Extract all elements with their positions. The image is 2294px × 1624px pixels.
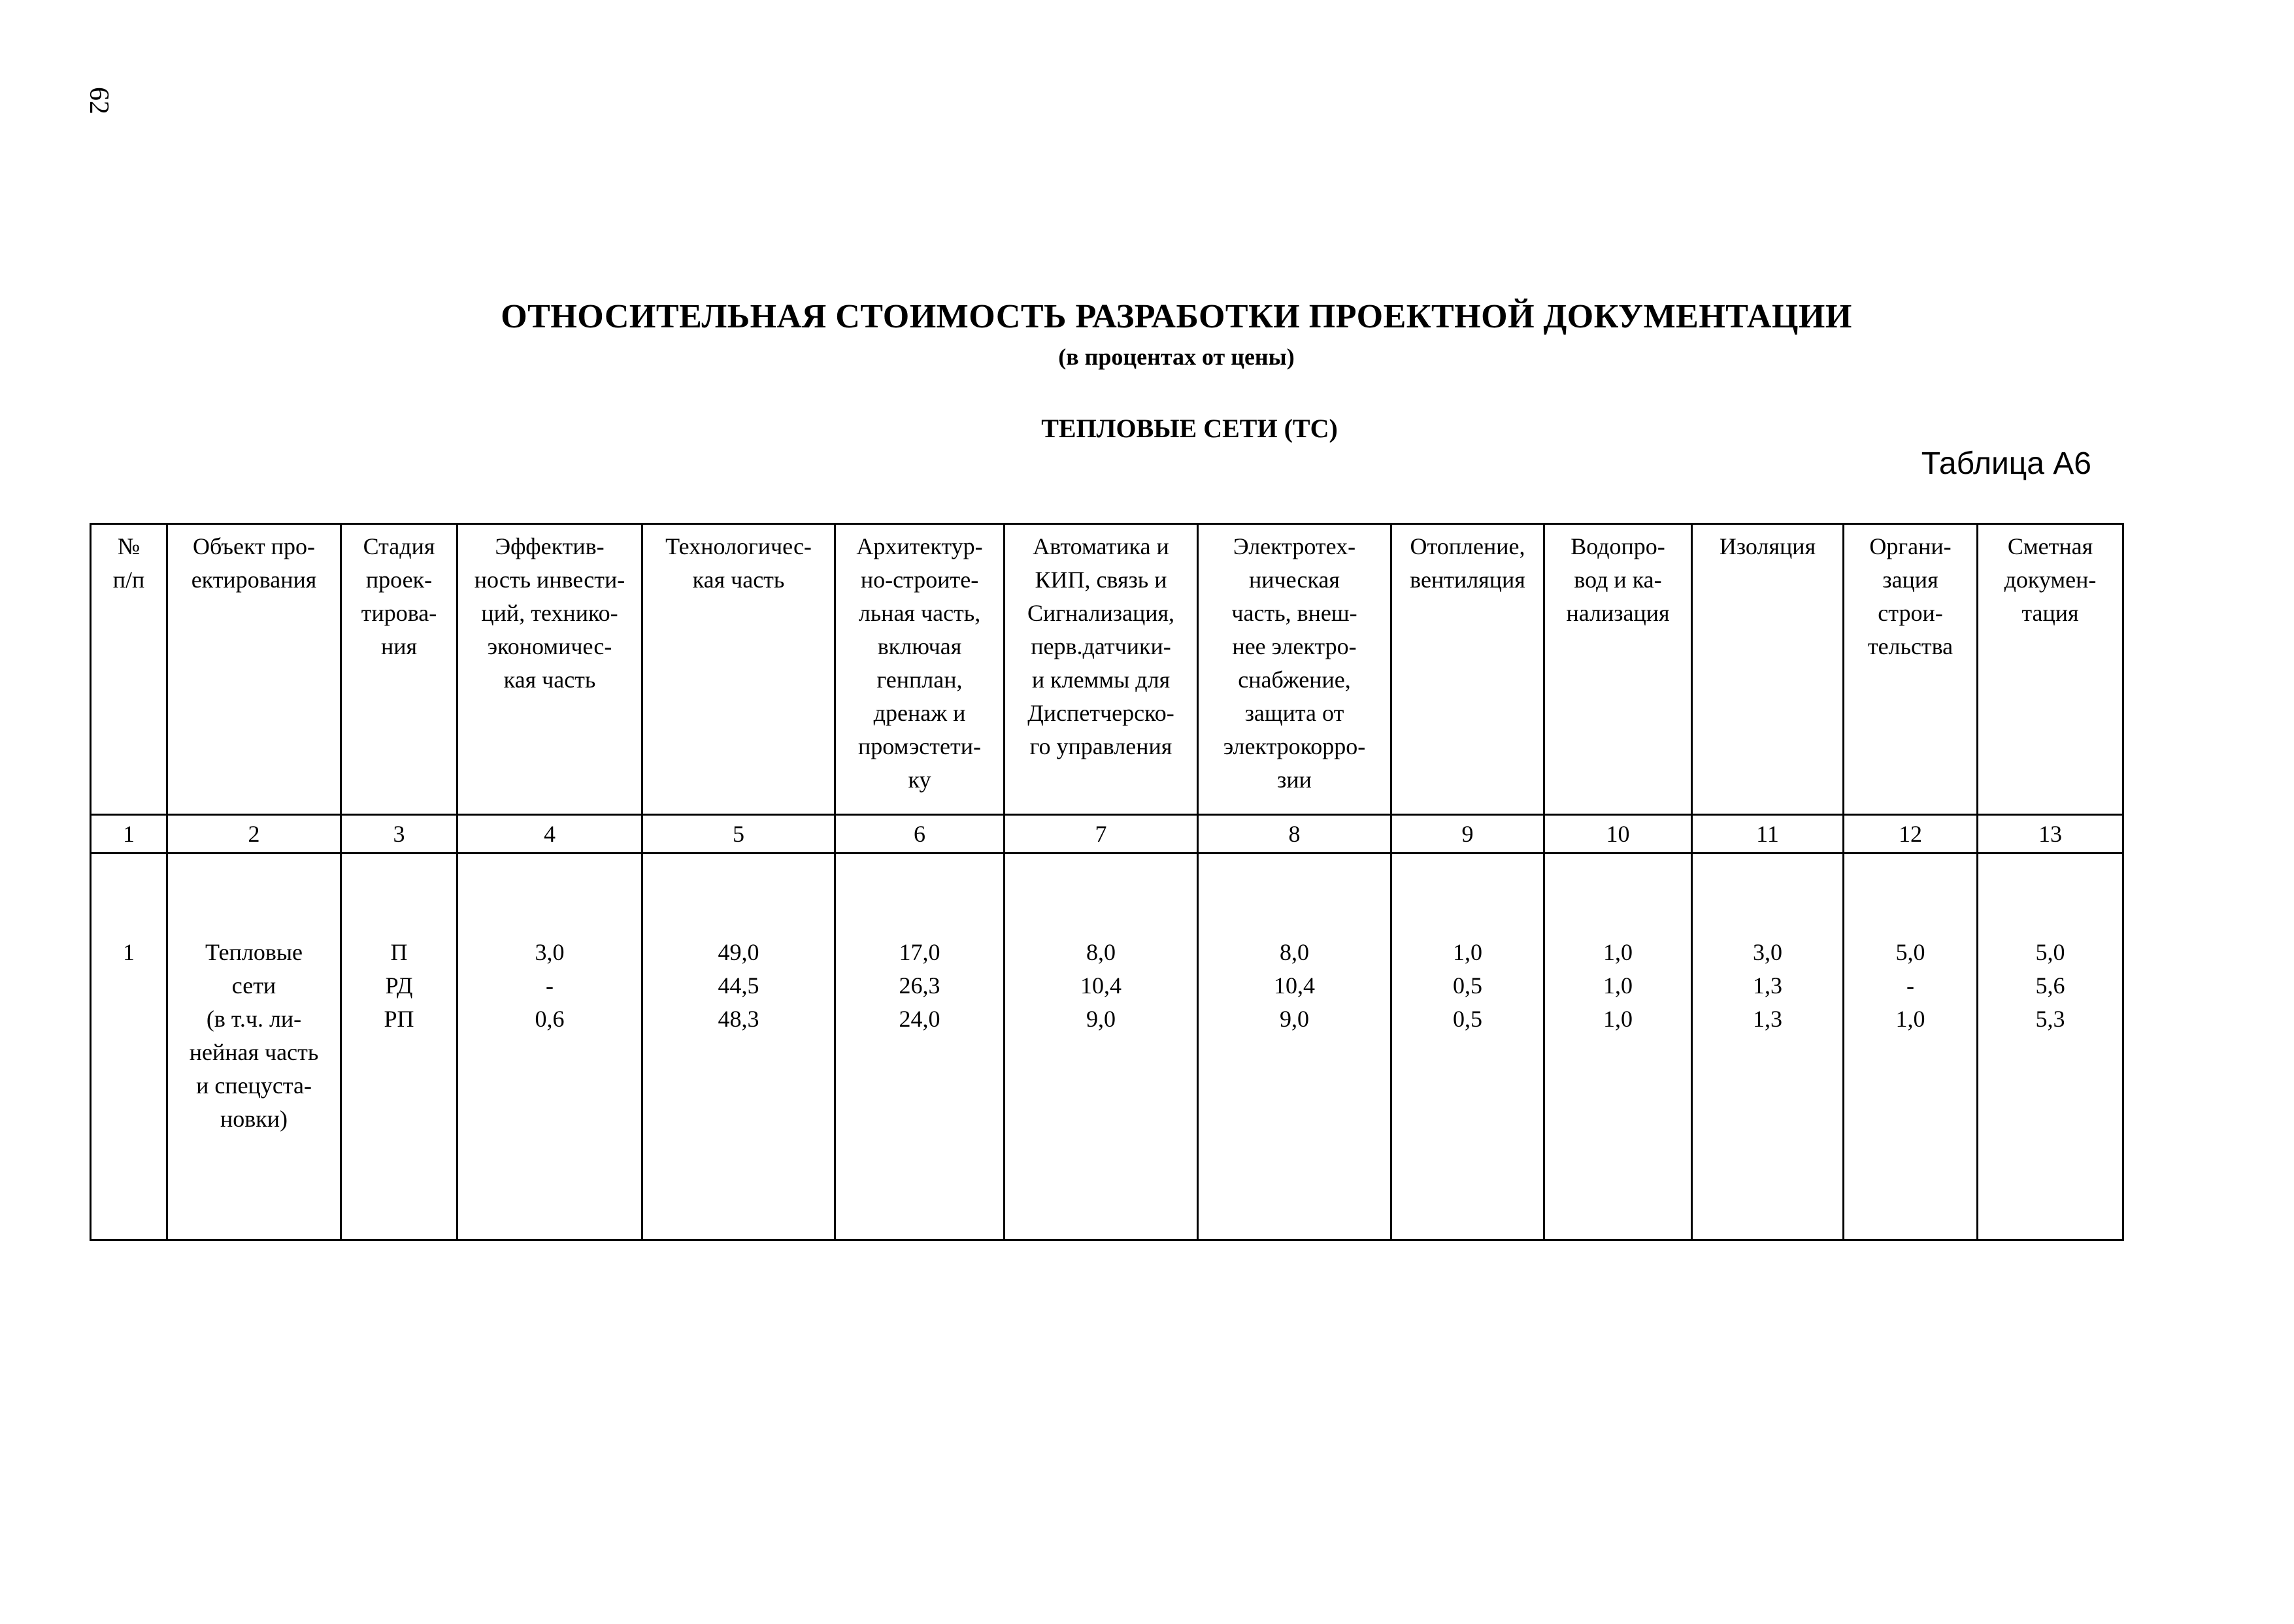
cell-line: вентиляция — [1410, 567, 1525, 593]
cell-line: 10,4 — [1080, 972, 1122, 999]
column-number-row — [91, 815, 2123, 853]
cell-line: проек- — [365, 567, 433, 593]
header-cell — [1692, 524, 1844, 815]
table-cell — [1692, 853, 1844, 1240]
column-number: 9 — [1391, 815, 1544, 853]
header-cell — [91, 524, 167, 815]
cell-line: зация — [1882, 567, 1938, 593]
table-label: Таблица А6 — [1921, 446, 2091, 481]
cell-line: 0,5 — [1453, 1006, 1482, 1032]
cell-line: Отопление, — [1410, 533, 1525, 559]
cell-line: 48,3 — [718, 1006, 759, 1032]
header-cell — [1005, 524, 1198, 815]
cell-line: 3,0 — [1753, 939, 1782, 965]
cell-line: 1,3 — [1753, 1006, 1782, 1032]
table-cell — [1544, 853, 1692, 1240]
page-number: 62 — [84, 87, 114, 114]
cell-line: Объект про- — [192, 533, 315, 559]
cell-line: 1,0 — [1603, 1006, 1633, 1032]
cell-line: 9,0 — [1086, 1006, 1116, 1032]
cell-line: нализация — [1566, 600, 1670, 626]
document-title: ОТНОСИТЕЛЬНАЯ СТОИМОСТЬ РАЗРАБОТКИ ПРОЕКТНОЙ ДОКУМЕНТАЦИИ — [501, 298, 1852, 335]
cell-line: Диспетчерско- — [1027, 700, 1174, 726]
cell-line: 10,4 — [1274, 972, 1315, 999]
cell-line: снабжение, — [1238, 667, 1351, 693]
header-cell — [835, 524, 1005, 815]
cell-line: кая часть — [692, 567, 785, 593]
table-cell — [1844, 853, 1978, 1240]
cell-line: 5,6 — [2035, 972, 2065, 999]
cell-line: - — [546, 972, 554, 999]
cell-line: 26,3 — [899, 972, 940, 999]
table-cell — [341, 853, 457, 1240]
cell-line: ность инвести- — [474, 567, 625, 593]
cell-line: нейная часть — [189, 1039, 319, 1065]
table-cell — [167, 853, 341, 1240]
cell-line: дренаж и — [873, 700, 966, 726]
header-cell — [341, 524, 457, 815]
cell-line: перв.датчики- — [1031, 633, 1171, 659]
cell-line: 1,3 — [1753, 972, 1782, 999]
header-cell — [1391, 524, 1544, 815]
cell-line: 5,0 — [1895, 939, 1925, 965]
document-subtitle: (в процентах от цены) — [1058, 344, 1295, 370]
cost-table — [90, 523, 2124, 1241]
column-number: 2 — [167, 815, 341, 853]
cell-line: 0,5 — [1453, 972, 1482, 999]
cell-line: зии — [1277, 767, 1312, 793]
cell-line: 1,0 — [1453, 939, 1482, 965]
cell-line: Изоляция — [1719, 533, 1816, 559]
cell-line: докумен- — [2004, 567, 2097, 593]
table-row — [91, 853, 2123, 1240]
cell-line: экономичес- — [487, 633, 612, 659]
cell-line: ния — [380, 633, 418, 659]
cell-line: Архитектур- — [856, 533, 983, 559]
header-cell — [1198, 524, 1391, 815]
column-number: 3 — [341, 815, 457, 853]
cell-line: и спецуста- — [196, 1072, 312, 1099]
cell-line: РП — [384, 1006, 414, 1032]
section-heading: ТЕПЛОВЫЕ СЕТИ (ТС) — [1041, 414, 1338, 443]
cell-line: нее электро- — [1232, 633, 1357, 659]
cell-line: генплан, — [876, 667, 963, 693]
cell-line: 44,5 — [718, 972, 759, 999]
cell-line: Технологичес- — [665, 533, 812, 559]
cell-line: Стадия — [363, 533, 435, 559]
cell-line: 1,0 — [1895, 1006, 1925, 1032]
cell-line: 17,0 — [899, 939, 940, 965]
table-cell — [91, 853, 167, 1240]
header-cell — [1978, 524, 2123, 815]
header-row — [91, 524, 2123, 815]
table-cell — [1005, 853, 1198, 1240]
cell-line: КИП, связь и — [1035, 567, 1167, 593]
cell-line: тельства — [1867, 633, 1953, 659]
cell-line: тация — [2021, 600, 2079, 626]
cell-line: 3,0 — [535, 939, 565, 965]
cell-line: 1,0 — [1603, 972, 1633, 999]
cell-line: Сигнализация, — [1027, 600, 1175, 626]
cell-line: новки) — [220, 1106, 288, 1132]
cell-line: 24,0 — [899, 1006, 940, 1032]
cell-line: 49,0 — [718, 939, 759, 965]
cell-line: электрокорро- — [1223, 733, 1366, 759]
header-cell — [457, 524, 642, 815]
column-number: 1 — [91, 815, 167, 853]
cell-line: часть, внеш- — [1231, 600, 1357, 626]
header-cell — [642, 524, 835, 815]
cell-line: включая — [877, 633, 962, 659]
table-cell — [1198, 853, 1391, 1240]
cell-line: Водопро- — [1571, 533, 1665, 559]
cell-line: ку — [908, 767, 931, 793]
table-cell — [457, 853, 642, 1240]
cell-line: тирова- — [361, 600, 437, 626]
cell-line: 0,6 — [535, 1006, 565, 1032]
header-cell — [167, 524, 341, 815]
cell-line: 5,0 — [2035, 939, 2065, 965]
cell-line: Эффектив- — [495, 533, 605, 559]
column-number: 6 — [835, 815, 1005, 853]
column-number: 12 — [1844, 815, 1978, 853]
cell-line: П — [390, 939, 408, 965]
cell-line: 1,0 — [1603, 939, 1633, 965]
cell-line: промэстети- — [858, 733, 981, 759]
cell-line: 1 — [123, 939, 135, 965]
column-number: 13 — [1978, 815, 2123, 853]
cell-line: 8,0 — [1280, 939, 1309, 965]
cell-line: РД — [385, 972, 413, 999]
cell-line: Сметная — [2007, 533, 2093, 559]
cell-line: строи- — [1878, 600, 1943, 626]
table-cell — [835, 853, 1005, 1240]
cell-line: 8,0 — [1086, 939, 1116, 965]
column-number: 10 — [1544, 815, 1692, 853]
cell-line: Органи- — [1869, 533, 1952, 559]
cell-line: и клеммы для — [1031, 667, 1171, 693]
column-number: 4 — [457, 815, 642, 853]
cell-line: вод и ка- — [1574, 567, 1662, 593]
cell-line: Электротех- — [1233, 533, 1356, 559]
header-cell — [1844, 524, 1978, 815]
cell-line: ектирования — [191, 567, 317, 593]
column-number: 5 — [642, 815, 835, 853]
cell-line: кая часть — [503, 667, 596, 693]
cell-line: ций, технико- — [481, 600, 618, 626]
column-number: 8 — [1198, 815, 1391, 853]
table-cell — [1391, 853, 1544, 1240]
cell-line: 5,3 — [2035, 1006, 2065, 1032]
cell-line: № — [117, 533, 141, 559]
header-cell — [1544, 524, 1692, 815]
cell-line: Автоматика и — [1033, 533, 1169, 559]
cell-line: го управления — [1029, 733, 1172, 759]
cell-line: ническая — [1249, 567, 1340, 593]
cell-line: сети — [231, 972, 276, 999]
cell-line: но-строите- — [860, 567, 979, 593]
cell-line: 9,0 — [1280, 1006, 1309, 1032]
cell-line: Тепловые — [205, 939, 303, 965]
column-number: 11 — [1692, 815, 1844, 853]
cell-line: - — [1906, 972, 1914, 999]
cell-line: п/п — [112, 567, 145, 593]
table-cell — [642, 853, 835, 1240]
cell-line: (в т.ч. ли- — [206, 1006, 302, 1032]
cell-line: льная часть, — [858, 600, 981, 626]
column-number: 7 — [1005, 815, 1198, 853]
cell-line: защита от — [1244, 700, 1344, 726]
table-cell — [1978, 853, 2123, 1240]
